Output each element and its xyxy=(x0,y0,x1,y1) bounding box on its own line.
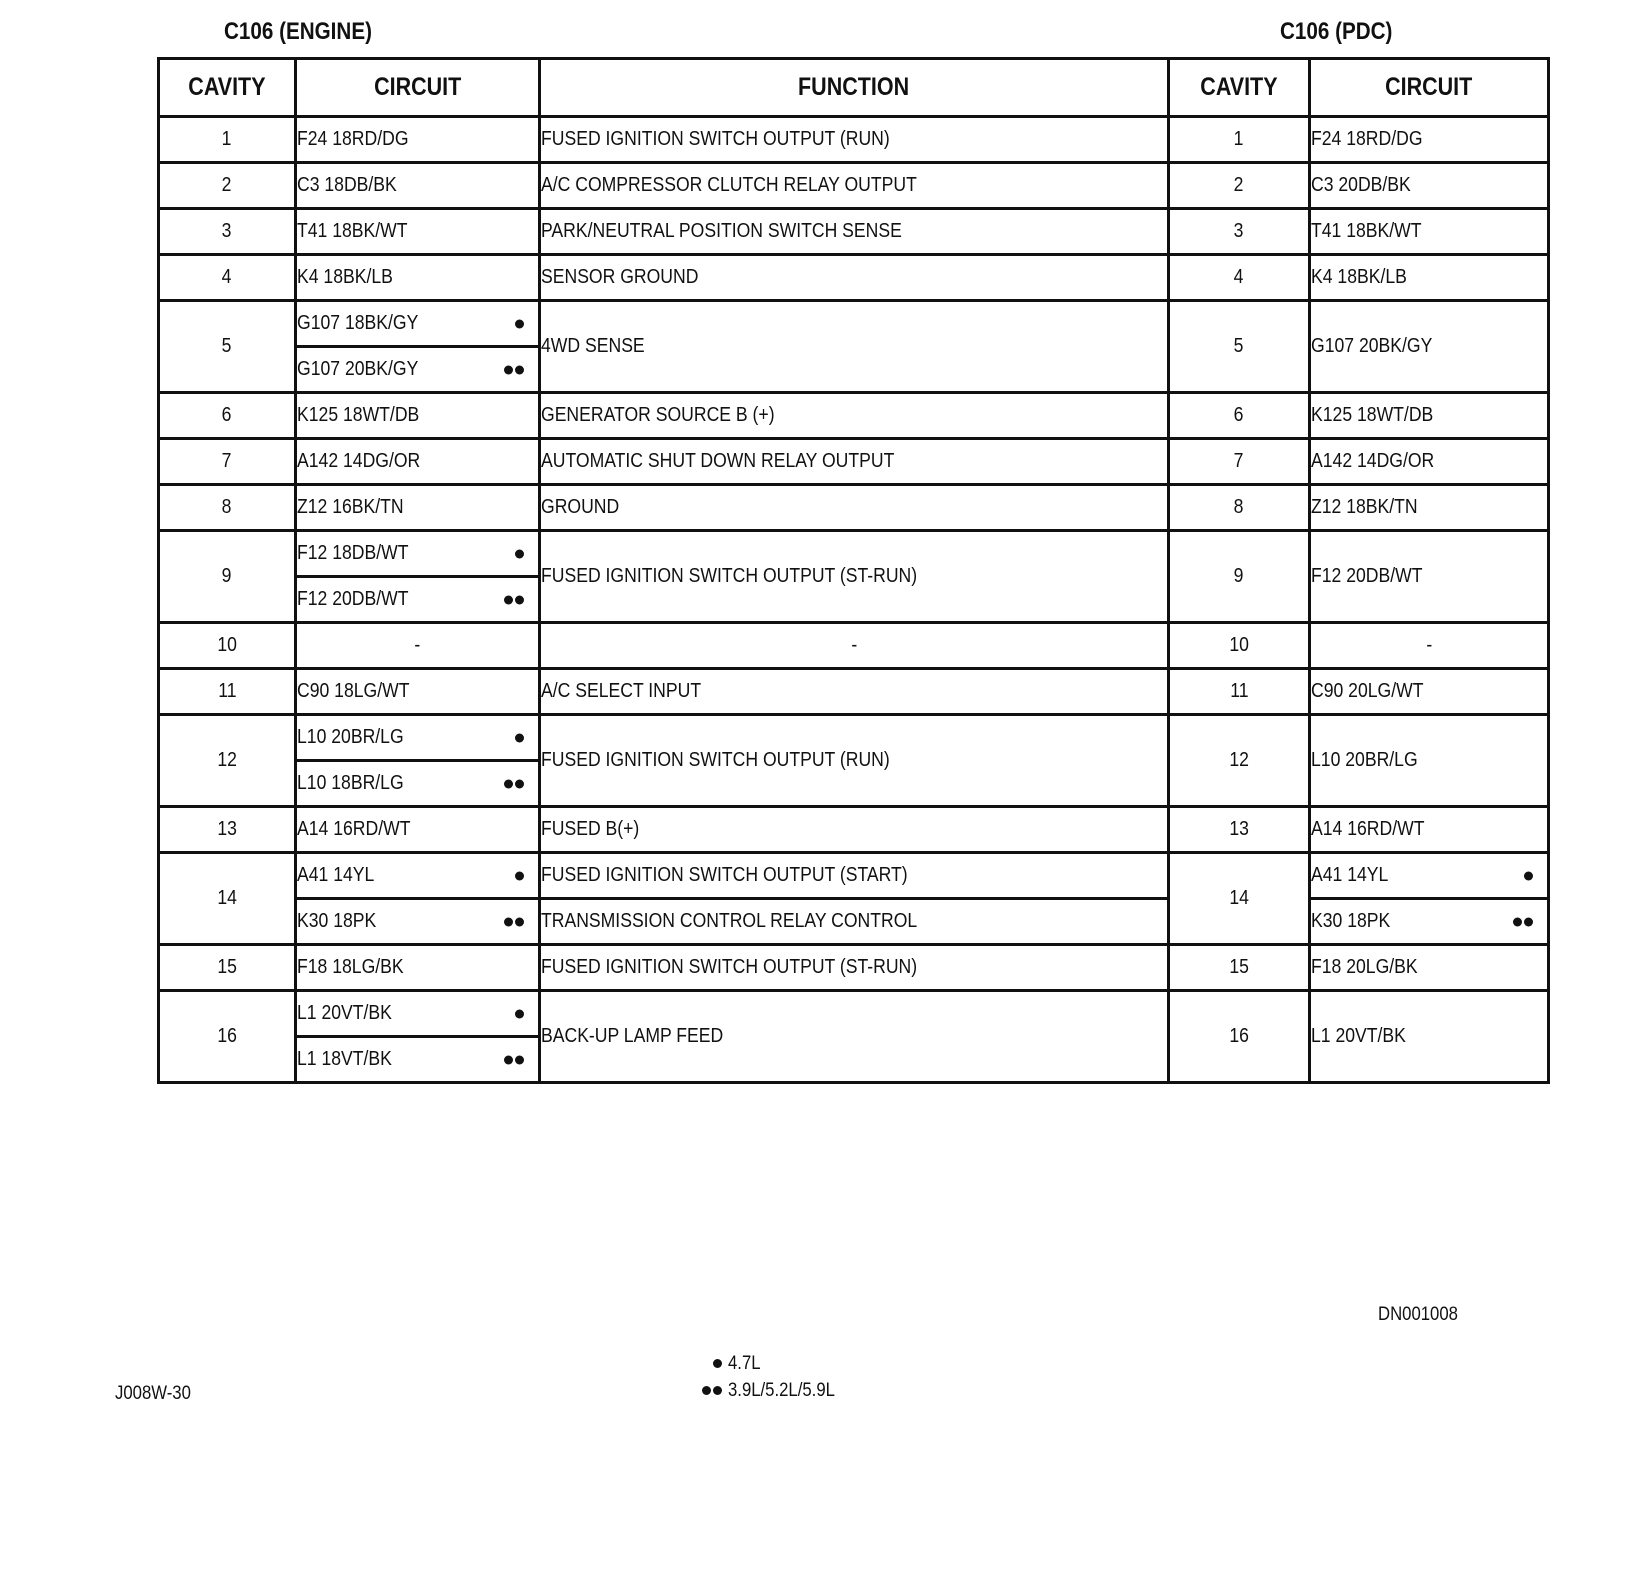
pdc-cavity-number: 13 xyxy=(1169,807,1310,853)
function-description: A/C COMPRESSOR CLUTCH RELAY OUTPUT xyxy=(540,163,1169,209)
circuit-code: G107 18BK/GY xyxy=(296,301,540,347)
cavity-number: 5 xyxy=(159,301,296,393)
table-row xyxy=(159,945,1549,991)
pdc-circuit-code: C3 20DB/BK xyxy=(1310,163,1549,209)
single-dot-icon xyxy=(1524,871,1533,880)
circuit-code: K125 18WT/DB xyxy=(296,393,540,439)
circuit-code: A14 16RD/WT xyxy=(296,807,540,853)
cavity-number: 6 xyxy=(159,393,296,439)
single-dot-icon xyxy=(515,871,524,880)
table-row xyxy=(159,669,1549,715)
header-pdc-cavity: CAVITY xyxy=(1169,59,1310,117)
pdc-cavity-number: 4 xyxy=(1169,255,1310,301)
pdc-circuit-code: K125 18WT/DB xyxy=(1310,393,1549,439)
pdc-circuit-code: A14 16RD/WT xyxy=(1310,807,1549,853)
legend-item-4-7l xyxy=(692,1350,850,1377)
function-description: FUSED IGNITION SWITCH OUTPUT (START) xyxy=(540,853,1169,899)
pdc-cavity-number: 3 xyxy=(1169,209,1310,255)
table-row xyxy=(159,255,1549,301)
circuit-code: K30 18PK xyxy=(296,899,540,945)
pdc-cavity-number: 10 xyxy=(1169,623,1310,669)
table-row xyxy=(159,301,1549,347)
double-dot-icon xyxy=(1513,917,1533,926)
circuit-code: - xyxy=(296,623,540,669)
cavity-number: 15 xyxy=(159,945,296,991)
engine-legend xyxy=(692,1350,850,1404)
function-description: PARK/NEUTRAL POSITION SWITCH SENSE xyxy=(540,209,1169,255)
circuit-code: T41 18BK/WT xyxy=(296,209,540,255)
single-dot-icon xyxy=(515,733,524,742)
table-row xyxy=(159,209,1549,255)
circuit-code: C90 18LG/WT xyxy=(296,669,540,715)
pdc-cavity-number: 2 xyxy=(1169,163,1310,209)
pdc-circuit-code: A41 14YL xyxy=(1310,853,1549,899)
circuit-code: F24 18RD/DG xyxy=(296,117,540,163)
pdc-cavity-number: 6 xyxy=(1169,393,1310,439)
single-dot-icon xyxy=(692,1359,722,1368)
legend-label: 4.7L xyxy=(728,1352,761,1374)
cavity-number: 4 xyxy=(159,255,296,301)
pdc-circuit-code: K4 18BK/LB xyxy=(1310,255,1549,301)
function-description: FUSED IGNITION SWITCH OUTPUT (ST-RUN) xyxy=(540,945,1169,991)
circuit-code: L10 20BR/LG xyxy=(296,715,540,761)
function-description: GENERATOR SOURCE B (+) xyxy=(540,393,1169,439)
table-row xyxy=(159,393,1549,439)
pdc-circuit-code: L1 20VT/BK xyxy=(1310,991,1549,1083)
circuit-code: Z12 16BK/TN xyxy=(296,485,540,531)
cavity-number: 3 xyxy=(159,209,296,255)
pdc-cavity-number: 7 xyxy=(1169,439,1310,485)
pdc-cavity-number: 14 xyxy=(1169,853,1310,945)
function-description: 4WD SENSE xyxy=(540,301,1169,393)
circuit-code: F18 18LG/BK xyxy=(296,945,540,991)
cavity-number: 16 xyxy=(159,991,296,1083)
circuit-code: L1 18VT/BK xyxy=(296,1037,540,1083)
double-dot-icon xyxy=(504,1055,524,1064)
function-description: AUTOMATIC SHUT DOWN RELAY OUTPUT xyxy=(540,439,1169,485)
cavity-number: 13 xyxy=(159,807,296,853)
table-row xyxy=(159,715,1549,761)
circuit-code: G107 20BK/GY xyxy=(296,347,540,393)
engine-connector-title: C106 (ENGINE) xyxy=(224,18,372,45)
single-dot-icon xyxy=(515,319,524,328)
pdc-cavity-number: 5 xyxy=(1169,301,1310,393)
cavity-number: 11 xyxy=(159,669,296,715)
table-row xyxy=(159,531,1549,577)
legend-label: 3.9L/5.2L/5.9L xyxy=(728,1379,835,1401)
cavity-number: 7 xyxy=(159,439,296,485)
pdc-cavity-number: 8 xyxy=(1169,485,1310,531)
pdc-cavity-number: 16 xyxy=(1169,991,1310,1083)
function-description: A/C SELECT INPUT xyxy=(540,669,1169,715)
double-dot-icon xyxy=(692,1386,722,1395)
cavity-number: 2 xyxy=(159,163,296,209)
cavity-number: 9 xyxy=(159,531,296,623)
pdc-cavity-number: 11 xyxy=(1169,669,1310,715)
table-row xyxy=(159,485,1549,531)
pdc-cavity-number: 1 xyxy=(1169,117,1310,163)
header-cavity: CAVITY xyxy=(159,59,296,117)
double-dot-icon xyxy=(504,595,524,604)
pdc-circuit-code: G107 20BK/GY xyxy=(1310,301,1549,393)
circuit-code: A142 14DG/OR xyxy=(296,439,540,485)
pdc-cavity-number: 9 xyxy=(1169,531,1310,623)
pdc-circuit-code: F18 20LG/BK xyxy=(1310,945,1549,991)
document-id: DN001008 xyxy=(1378,1304,1458,1325)
pdc-circuit-code: K30 18PK xyxy=(1310,899,1549,945)
function-description: FUSED IGNITION SWITCH OUTPUT (RUN) xyxy=(540,715,1169,807)
function-description: FUSED B(+) xyxy=(540,807,1169,853)
circuit-code: L10 18BR/LG xyxy=(296,761,540,807)
function-description: SENSOR GROUND xyxy=(540,255,1169,301)
function-description: FUSED IGNITION SWITCH OUTPUT (ST-RUN) xyxy=(540,531,1169,623)
function-description: BACK-UP LAMP FEED xyxy=(540,991,1169,1083)
legend-item-3-9l xyxy=(692,1377,850,1404)
pdc-cavity-number: 12 xyxy=(1169,715,1310,807)
double-dot-icon xyxy=(504,779,524,788)
header-function: FUNCTION xyxy=(540,59,1169,117)
pdc-circuit-code: A142 14DG/OR xyxy=(1310,439,1549,485)
circuit-code: K4 18BK/LB xyxy=(296,255,540,301)
cavity-number: 14 xyxy=(159,853,296,945)
cavity-number: 1 xyxy=(159,117,296,163)
pdc-circuit-code: T41 18BK/WT xyxy=(1310,209,1549,255)
pdc-circuit-code: L10 20BR/LG xyxy=(1310,715,1549,807)
function-description: - xyxy=(540,623,1169,669)
function-description: FUSED IGNITION SWITCH OUTPUT (RUN) xyxy=(540,117,1169,163)
table-row xyxy=(159,991,1549,1037)
pdc-circuit-code: Z12 18BK/TN xyxy=(1310,485,1549,531)
circuit-code: F12 18DB/WT xyxy=(296,531,540,577)
header-pdc-circuit: CIRCUIT xyxy=(1310,59,1549,117)
table-header-row xyxy=(159,59,1549,117)
table-row xyxy=(159,807,1549,853)
pdc-circuit-code: F12 20DB/WT xyxy=(1310,531,1549,623)
figure-id: J008W-30 xyxy=(115,1383,191,1404)
pdc-cavity-number: 15 xyxy=(1169,945,1310,991)
single-dot-icon xyxy=(515,549,524,558)
double-dot-icon xyxy=(504,917,524,926)
function-description: TRANSMISSION CONTROL RELAY CONTROL xyxy=(540,899,1169,945)
pdc-circuit-code: F24 18RD/DG xyxy=(1310,117,1549,163)
function-description: GROUND xyxy=(540,485,1169,531)
pdc-circuit-code: - xyxy=(1310,623,1549,669)
circuit-code: A41 14YL xyxy=(296,853,540,899)
double-dot-icon xyxy=(504,365,524,374)
cavity-number: 12 xyxy=(159,715,296,807)
pdc-circuit-code: C90 20LG/WT xyxy=(1310,669,1549,715)
circuit-code: L1 20VT/BK xyxy=(296,991,540,1037)
cavity-number: 10 xyxy=(159,623,296,669)
table-row xyxy=(159,899,1549,945)
table-row xyxy=(159,163,1549,209)
table-row xyxy=(159,623,1549,669)
table-row xyxy=(159,117,1549,163)
cavity-number: 8 xyxy=(159,485,296,531)
circuit-code: F12 20DB/WT xyxy=(296,577,540,623)
connector-pinout-table xyxy=(157,57,1550,1084)
table-row xyxy=(159,439,1549,485)
circuit-code: C3 18DB/BK xyxy=(296,163,540,209)
table-row xyxy=(159,853,1549,899)
pdc-connector-title: C106 (PDC) xyxy=(1280,18,1393,45)
header-circuit: CIRCUIT xyxy=(296,59,540,117)
single-dot-icon xyxy=(515,1009,524,1018)
